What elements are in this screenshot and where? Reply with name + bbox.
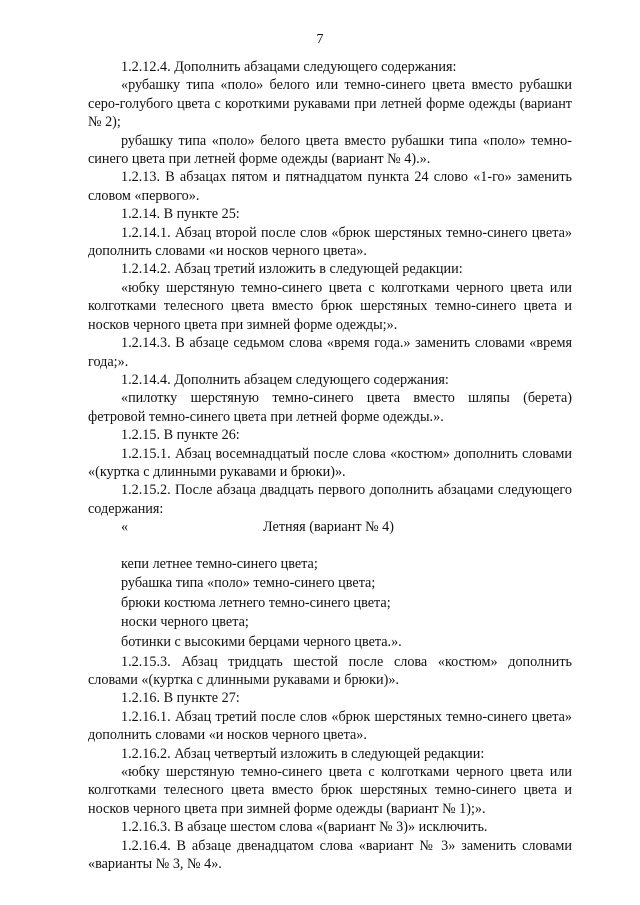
- paragraph: 1.2.14.1. Абзац второй после слов «брюк шерстяных темно-синего цвета» дополнить словами «и носков черного цвета».: [88, 224, 572, 260]
- paragraph: «юбку шерстяную темно-синего цвета с колготками черного цвета или колготками телесного цвета вместо брюк шерстяных темно-синего цвета и носков черного цвета при зимней форме одежды;».: [88, 279, 572, 333]
- paragraph: 1.2.12.4. Дополнить абзацами следующего содержания:: [121, 59, 457, 75]
- insert-heading: [88, 518, 572, 536]
- paragraph: 1.2.13. В абзацах пятом и пятнадцатом пункта 24 слово «1-го» заменить словом «первого».: [88, 169, 572, 204]
- paragraph: 1.2.15.1. Абзац восемнадцатый после слова «костюм» дополнить словами «(куртка с длинными рукавами и брюки)».: [88, 445, 572, 480]
- document-body: [88, 58, 572, 873]
- list-item: кепи летнее темно-синего цвета;: [121, 555, 318, 572]
- paragraph: 1.2.14. В пункте 25:: [121, 206, 240, 223]
- paragraph: 1.2.16.1. Абзац третий после слов «брюк шерстяных темно-синего цвета» дополнить словами «и носков черного цвета».: [88, 708, 572, 744]
- paragraph: «пилотку шерстяную темно-синего цвета вместо шляпы (берета) фетровой темно-синего цвета при летней форме одежды.».: [88, 390, 572, 425]
- paragraph: 1.2.15. В пункте 26:: [121, 427, 240, 444]
- insert-heading-text: Летняя (вариант № 4): [263, 519, 394, 536]
- page-number: 7: [316, 32, 324, 47]
- list-item: ботинки с высокими берцами черного цвета.».: [121, 633, 402, 650]
- paragraph: 1.2.16. В пункте 27:: [121, 690, 240, 707]
- paragraph: 1.2.14.4. Дополнить абзацем следующего содержания:: [121, 371, 449, 388]
- paragraph: 1.2.14.2. Абзац третий изложить в следующей редакции:: [121, 261, 463, 278]
- blank-line: [88, 537, 572, 555]
- list-item: брюки костюма летнего темно-синего цвета;: [121, 594, 391, 611]
- paragraph: 1.2.16.2. Абзац четвертый изложить в следующей редакции:: [121, 745, 485, 762]
- paragraph: 1.2.15.2. После абзаца двадцать первого дополнить абзацами следующего содержания:: [88, 482, 572, 517]
- paragraph: «юбку шерстяную темно-синего цвета с колготками черного цвета или колготками телесного цвета вместо брюк шерстяных темно-синего цвета и носков черного цвета при зимней форме одежды (вариант № 1);».: [88, 763, 572, 817]
- list-item: носки черного цвета;: [121, 614, 249, 631]
- list-item: рубашка типа «поло» темно-синего цвета;: [121, 575, 376, 592]
- paragraph: 1.2.16.3. В абзаце шестом слова «(вариант № 3)» исключить.: [121, 819, 488, 836]
- insert-heading-quote: «: [121, 519, 129, 536]
- paragraph: 1.2.15.3. Абзац тридцать шестой после слова «костюм» дополнить словами «(куртка с длинными рукавами и брюки)».: [88, 653, 572, 688]
- paragraph: 1.2.14.3. В абзаце седьмом слова «время года.» заменить словами «время года;».: [88, 335, 572, 370]
- paragraph: 1.2.16.4. В абзаце двенадцатом слова «вариант № 3» заменить словами «варианты № 3, № 4».: [88, 837, 572, 872]
- paragraph: «рубашку типа «поло» белого или темно-синего цвета вместо рубашки серо-голубого цвета с короткими рукавами при летней форме одежды (вариант № 2);: [88, 77, 572, 131]
- paragraph: рубашку типа «поло» белого цвета вместо рубашки типа «поло» темно-синего цвета при летней форме одежды (вариант № 4).».: [88, 132, 572, 168]
